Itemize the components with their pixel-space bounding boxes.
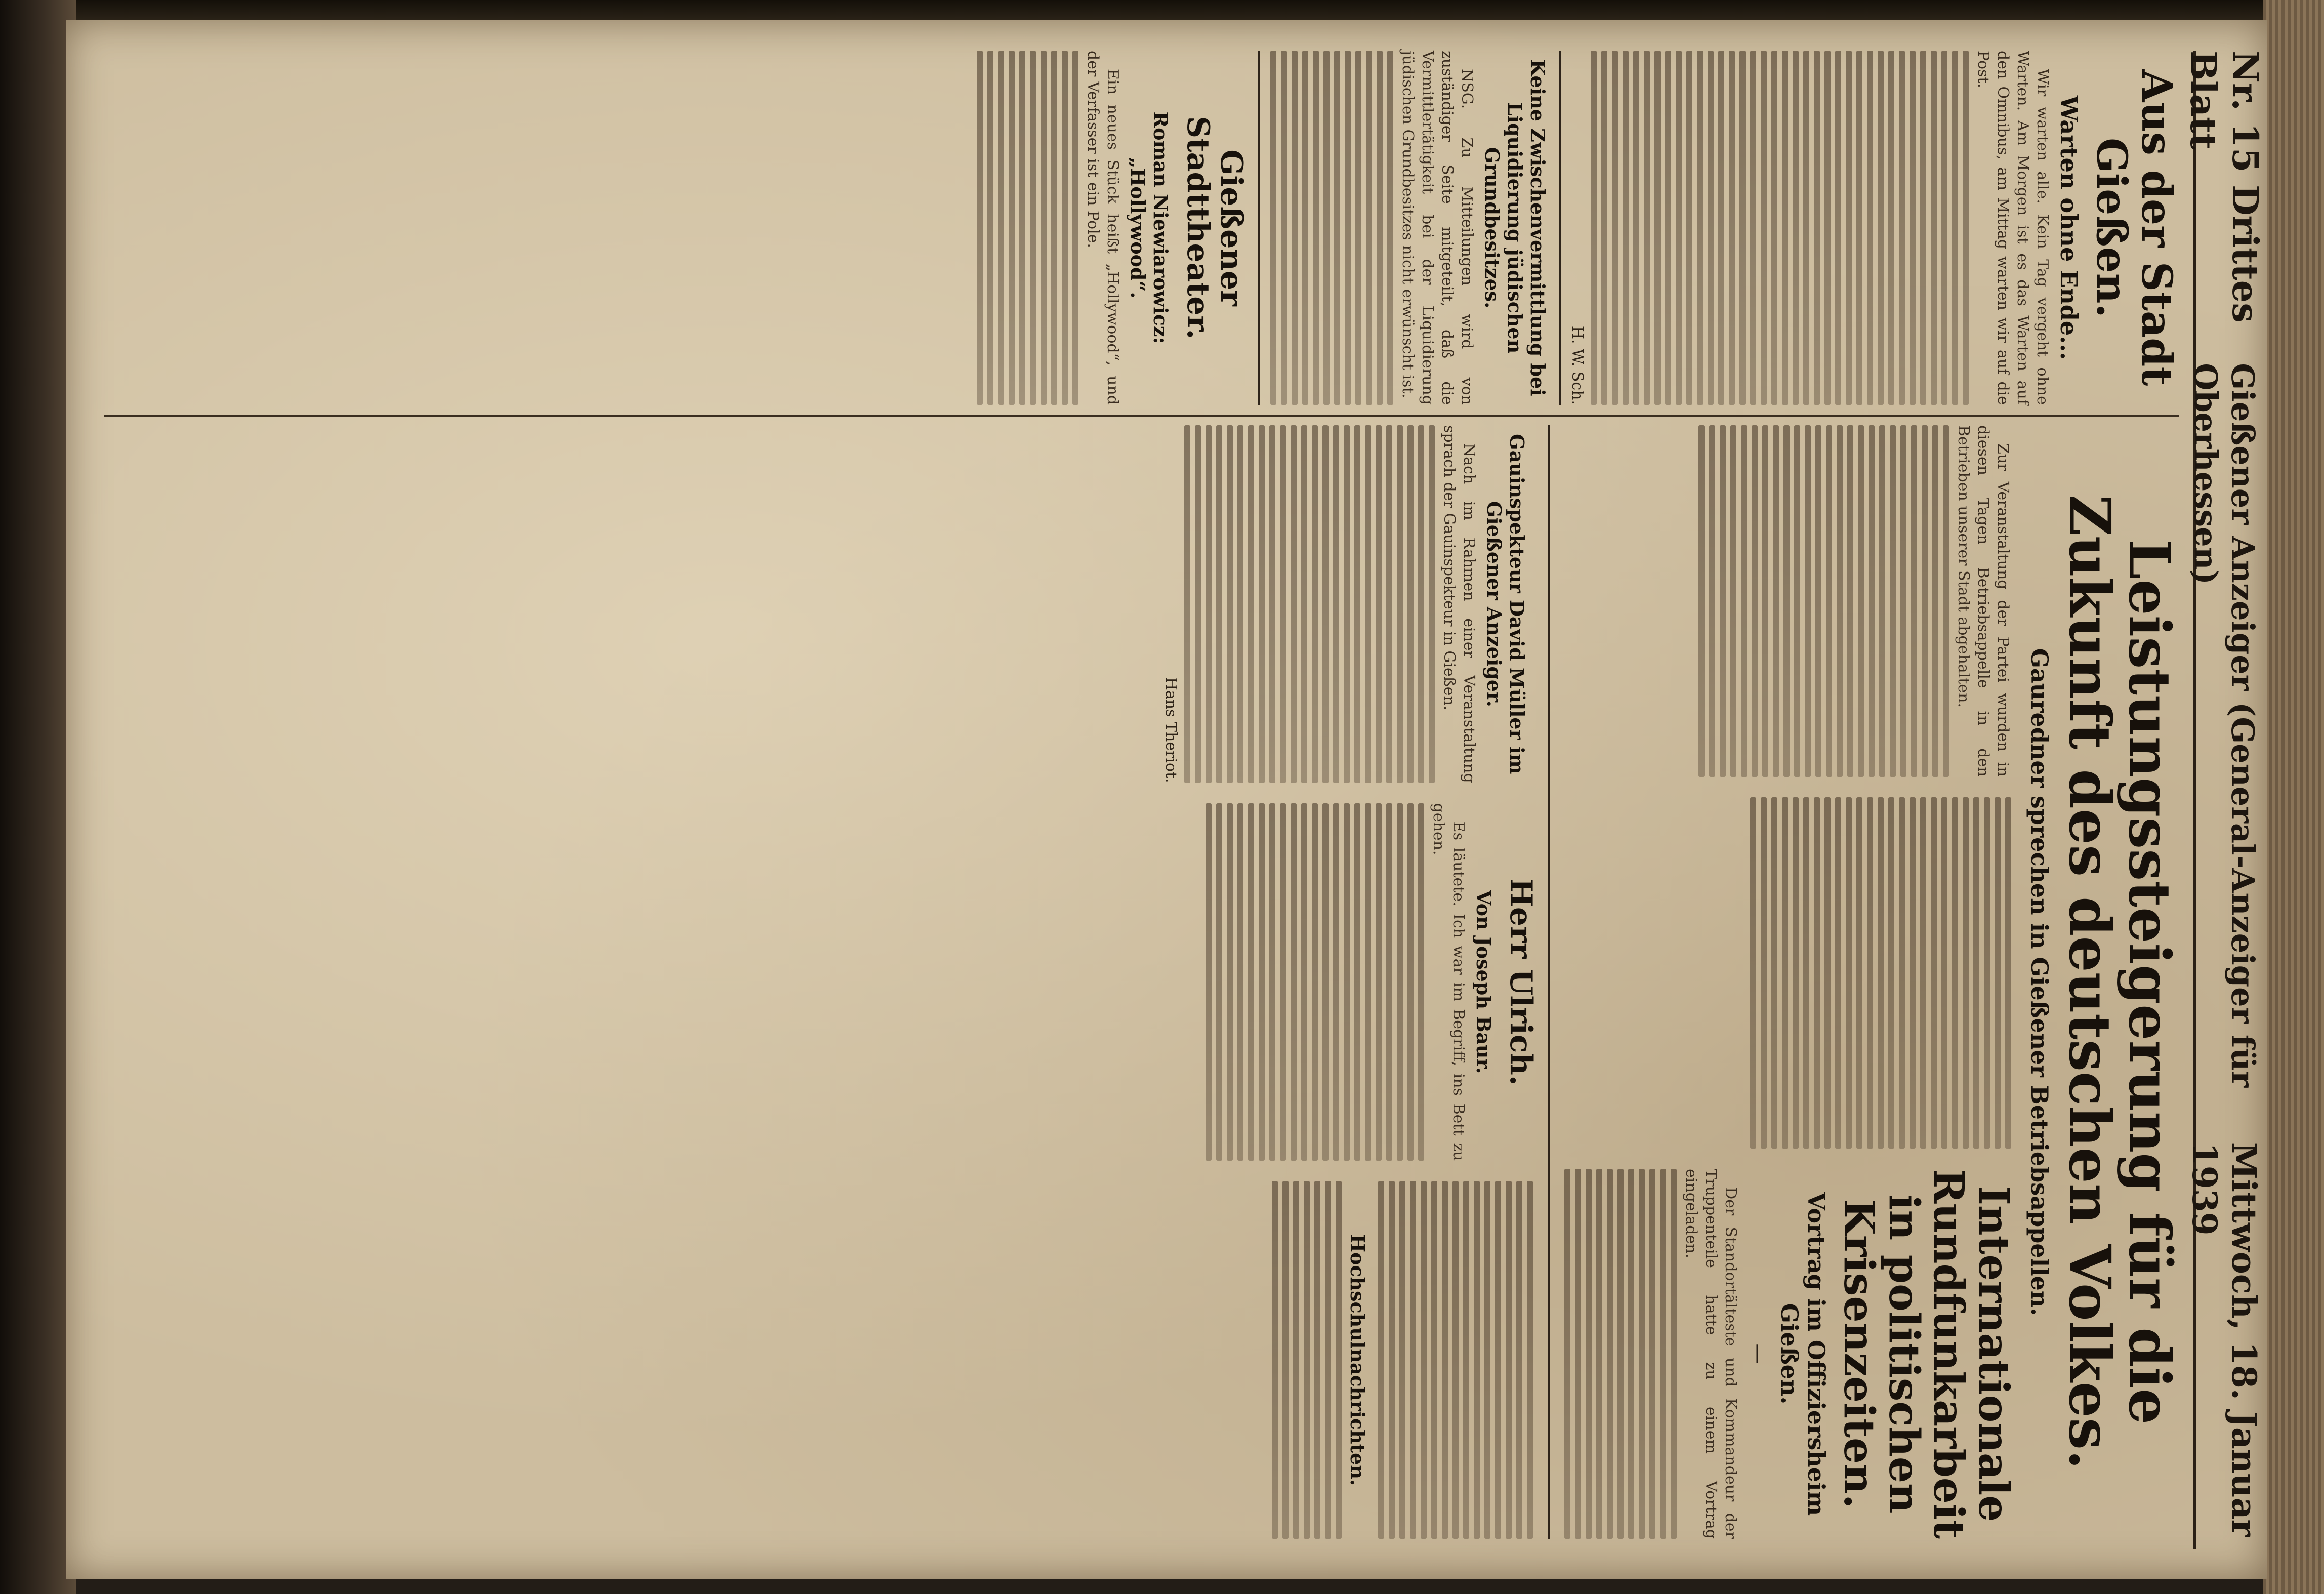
text-line: [1323, 51, 1330, 405]
text-line: [1354, 425, 1360, 783]
lower-columns: [1155, 425, 1538, 1539]
text-line: [1628, 1169, 1634, 1539]
text-line: [1649, 1169, 1655, 1539]
lead-headline: Leistungssteigerung für die Zukunft des deutschen Volkes.: [2056, 494, 2182, 1470]
text-line: [1206, 425, 1212, 783]
text-line: [1506, 1181, 1512, 1539]
text-line: [1686, 51, 1692, 405]
text-line: [1386, 803, 1392, 1161]
text-line: [1365, 425, 1371, 783]
theater-body: Ein neues Stück heißt „Hollywood“, und der Verfasser ist ein Pole.: [1084, 51, 1122, 405]
text-line: [1591, 51, 1597, 405]
radio-subhead: Vortrag im Offiziersheim Gießen.: [1775, 1192, 1830, 1516]
text-line: [1442, 1181, 1448, 1539]
city-byline: H. W. Sch.: [1568, 325, 1587, 405]
radio-headline: Internationale Rundfunkarbeit in politischen Krisenzeiten.: [1835, 1169, 2018, 1539]
column-lead: [1155, 425, 2182, 1539]
text-line: [1973, 797, 1979, 1149]
text-line: [1773, 425, 1779, 777]
text-line: [1698, 425, 1705, 777]
text-line: [1376, 425, 1382, 783]
mueller-byline: Hans Theriot.: [1161, 677, 1180, 783]
text-line: [1474, 1181, 1480, 1539]
text-line: [1407, 803, 1414, 1161]
text-line: [1623, 51, 1629, 405]
text-line: [1752, 425, 1758, 777]
text-line: [1869, 425, 1875, 777]
radio-body: Der Standortälteste und Kommandeur der Truppenteile hatte zu einem Vortrag eingeladen.: [1682, 1169, 1739, 1539]
text-line: [1418, 425, 1424, 783]
text-line: [1291, 803, 1297, 1161]
text-line: [1429, 425, 1435, 783]
text-line: [1281, 51, 1287, 405]
text-line: [1984, 797, 1990, 1149]
text-line: [1377, 51, 1383, 405]
text-line: [1720, 425, 1726, 777]
text-line: [1931, 797, 1937, 1149]
text-line: [1269, 425, 1275, 783]
text-line: [1676, 51, 1682, 405]
text-line: [1564, 1169, 1570, 1539]
text-line: [1846, 797, 1852, 1149]
masthead: [2182, 51, 2266, 1549]
text-line: [1617, 1169, 1624, 1539]
text-line: [1761, 797, 1767, 1149]
text-line: [1633, 51, 1639, 405]
city-headline: Aus der Stadt Gießen.: [2087, 69, 2181, 386]
text-line: [1216, 803, 1222, 1161]
text-line: [1030, 51, 1036, 405]
newspaper-page: [66, 20, 2267, 1579]
text-line: [1794, 425, 1800, 777]
text-line: [1910, 797, 1916, 1149]
text-line: [1805, 425, 1811, 777]
text-line: [1824, 797, 1831, 1149]
text-line: [1639, 1169, 1645, 1539]
text-line: [1195, 425, 1201, 783]
text-line: [1941, 51, 1947, 405]
text-line: [1376, 803, 1382, 1161]
text-line: [1282, 1181, 1289, 1539]
text-line: [1291, 425, 1297, 783]
text-line: [1399, 1181, 1405, 1539]
text-line: [1431, 1181, 1437, 1539]
text-line: [1270, 51, 1276, 405]
text-line: [1671, 1169, 1677, 1539]
text-line: [1301, 425, 1307, 783]
text-line: [1463, 1181, 1469, 1539]
text-line: [1920, 797, 1926, 1149]
text-line: [1601, 51, 1607, 405]
text-line: [1847, 425, 1853, 777]
text-line: [1920, 51, 1926, 405]
text-line: [1237, 803, 1243, 1161]
text-line: [1272, 1181, 1278, 1539]
text-line: [1910, 51, 1916, 405]
text-line: [1389, 1181, 1395, 1539]
text-line: [1397, 425, 1403, 783]
text-line: [1835, 51, 1841, 405]
text-line: [1378, 1181, 1384, 1539]
text-line: [1292, 51, 1298, 405]
text-line: [1227, 425, 1233, 783]
page-stack-edge: [2263, 0, 2324, 1594]
text-line: [1932, 425, 1938, 777]
mueller-col: [1155, 425, 1538, 783]
text-line: [1814, 51, 1820, 405]
text-line: [1248, 803, 1254, 1161]
misc-col: [1155, 1181, 1538, 1539]
text-line: [1878, 797, 1884, 1149]
text-line: [1856, 51, 1862, 405]
text-line: [1344, 425, 1350, 783]
text-line: [1302, 51, 1308, 405]
text-line: [1846, 51, 1852, 405]
issue-date: Mittwoch, 18. Januar 1939: [2185, 1142, 2264, 1537]
text-line: [1708, 51, 1714, 405]
text-line: [1782, 797, 1788, 1149]
text-line: [1184, 425, 1190, 783]
text-line: [1019, 51, 1025, 405]
text-line: [1803, 797, 1809, 1149]
text-line: [1313, 51, 1319, 405]
text-line: [1280, 803, 1286, 1161]
theater-subhead: Roman Niewiarowicz: „Hollywood“.: [1127, 111, 1173, 344]
text-line: [1718, 51, 1724, 405]
column-city: [972, 51, 2179, 405]
text-line: [1259, 425, 1265, 783]
text-line: [1484, 1181, 1490, 1539]
text-line: [1365, 803, 1371, 1161]
text-line: [1334, 51, 1340, 405]
text-line: [1899, 51, 1905, 405]
text-line: [1730, 425, 1736, 777]
text-line: [1750, 797, 1756, 1149]
text-line: [1051, 51, 1057, 405]
text-line: [1793, 51, 1799, 405]
text-line: [1333, 803, 1339, 1161]
text-line: [1575, 1169, 1581, 1539]
liquidation-headline: Keine Zwischenvermittlung bei Liquidierung jüdischen Grundbesitzes.: [1481, 59, 1550, 396]
text-line: [1750, 51, 1756, 405]
text-line: [998, 51, 1004, 405]
lead-col-b: [1560, 797, 2016, 1149]
text-line: [977, 51, 983, 405]
text-line: [1386, 425, 1392, 783]
text-line: [1407, 425, 1414, 783]
text-line: [987, 51, 993, 405]
text-line: [1837, 425, 1843, 777]
text-line: [1943, 425, 1949, 777]
text-line: [1995, 797, 2001, 1149]
text-line: [1922, 425, 1928, 777]
text-line: [1782, 51, 1788, 405]
text-line: [1216, 425, 1222, 783]
lead-body: Zur Veranstaltung der Partei wurden in diesen Tagen Betriebsappelle in den Betrieben unserer Stadt abgehalten.: [1954, 425, 2012, 777]
text-line: [1397, 803, 1403, 1161]
mueller-body: Nach im Rahmen einer Veranstaltung sprach der Gauinspekteur in Gießen.: [1440, 425, 1478, 783]
text-line: [1418, 803, 1424, 1161]
text-line: [1293, 1181, 1299, 1539]
text-line: [1824, 51, 1831, 405]
text-line: [1237, 425, 1243, 783]
text-line: [1963, 797, 1969, 1149]
text-line: [1009, 51, 1015, 405]
text-line: [1739, 51, 1746, 405]
text-line: [1761, 51, 1767, 405]
text-line: [1062, 51, 1068, 405]
text-line: [1814, 797, 1820, 1149]
lead-col-c: [1560, 1169, 2016, 1539]
text-line: [1259, 803, 1265, 1161]
text-line: [1596, 1169, 1602, 1539]
text-line: [1206, 803, 1212, 1161]
text-line: [1612, 51, 1618, 405]
text-line: [1900, 425, 1906, 777]
lead-subhead: Gauredner sprechen in Gießener Betriebsappellen.: [2025, 648, 2053, 1316]
city-subhead: Warten ohne Ende...: [2055, 95, 2083, 360]
text-line: [1890, 425, 1896, 777]
text-line: [1248, 425, 1254, 783]
text-line: [1762, 425, 1768, 777]
text-line: [2005, 797, 2011, 1149]
paper-name: Gießener Anzeiger (General-Anzeiger für Oberhessen): [2187, 363, 2261, 1088]
text-line: [1227, 803, 1233, 1161]
mueller-headline: Gauinspekteur David Müller im Gießener Anzeiger.: [1482, 434, 1528, 774]
text-line: [1697, 51, 1703, 405]
text-line: [1941, 797, 1947, 1149]
text-line: [1333, 425, 1339, 783]
text-line: [1879, 425, 1885, 777]
book-binding: [0, 0, 76, 1594]
text-line: [1741, 425, 1747, 777]
text-line: [1345, 51, 1351, 405]
text-line: [1803, 51, 1809, 405]
section-rule: [1548, 425, 1550, 1539]
text-line: [1336, 1181, 1342, 1539]
text-line: [1793, 797, 1799, 1149]
text-line: [1858, 425, 1864, 777]
text-line: [1665, 51, 1671, 405]
text-line: [1660, 1169, 1666, 1539]
text-line: [1452, 1181, 1459, 1539]
text-line: [1952, 797, 1958, 1149]
text-line: [1312, 803, 1318, 1161]
story-author: Von Joseph Baur.: [1472, 890, 1495, 1074]
issue-label: Nr. 15 Drittes Blatt: [2182, 51, 2266, 323]
text-line: [1586, 1169, 1592, 1539]
text-line: [1301, 803, 1307, 1161]
separator-dash: —: [1746, 1343, 1770, 1364]
text-line: [1771, 797, 1777, 1149]
text-line: [1815, 425, 1821, 777]
text-line: [1931, 51, 1937, 405]
column-rule: [104, 415, 2179, 417]
section-rule: [1559, 51, 1561, 405]
story-headline: Herr Ulrich.: [1503, 878, 1539, 1086]
text-line: [1899, 797, 1905, 1149]
text-line: [1041, 51, 1047, 405]
text-line: [1354, 803, 1360, 1161]
story-col: [1155, 803, 1538, 1161]
text-line: [1304, 1181, 1310, 1539]
text-line: [1783, 425, 1790, 777]
text-line: [1527, 1181, 1533, 1539]
text-line: [1856, 797, 1862, 1149]
lead-columns: [1560, 425, 2016, 1539]
text-line: [1607, 1169, 1613, 1539]
text-line: [1421, 1181, 1427, 1539]
text-line: [1410, 1181, 1416, 1539]
text-line: [1963, 51, 1969, 405]
text-line: [1387, 51, 1393, 405]
text-line: [1888, 51, 1894, 405]
text-line: [1312, 425, 1318, 783]
text-line: [1835, 797, 1841, 1149]
bottom-headline: Hochschulnachrichten.: [1346, 1234, 1369, 1486]
section-rule: [1258, 51, 1260, 405]
text-line: [1826, 425, 1832, 777]
text-line: [1867, 51, 1873, 405]
lead-col-a: [1560, 425, 2016, 777]
text-line: [1516, 1181, 1522, 1539]
city-body: Wir warten alle. Kein Tag vergeht ohne Warten. Am Morgen ist es das Warten auf den Omnibus, am Mittag warten wir auf die Post.: [1974, 51, 2052, 405]
text-line: [1322, 425, 1329, 783]
text-line: [1654, 51, 1661, 405]
text-line: [1495, 1181, 1501, 1539]
text-line: [1867, 797, 1873, 1149]
text-line: [1952, 51, 1958, 405]
rotated-page-content: [66, 20, 2267, 1579]
text-line: [1322, 803, 1329, 1161]
liquidation-body: NSG. Zu Mitteilungen wird von zuständiger Seite mitgeteilt, daß die Vermittlertätigkeit bei der Liquidierung jüdischen Grundbesitzes nicht erwünscht ist.: [1399, 51, 1476, 405]
story-body: Es läutete. Ich war im Begriff, ins Bett zu gehen.: [1429, 803, 1467, 1161]
text-line: [1325, 1181, 1331, 1539]
text-line: [1314, 1181, 1320, 1539]
text-line: [1072, 51, 1078, 405]
text-line: [1878, 51, 1884, 405]
text-line: [1644, 51, 1650, 405]
text-line: [1366, 51, 1372, 405]
text-line: [1709, 425, 1715, 777]
text-line: [1344, 803, 1350, 1161]
text-line: [1888, 797, 1894, 1149]
text-line: [1771, 51, 1777, 405]
text-line: [1280, 425, 1286, 783]
text-line: [1269, 803, 1275, 1161]
text-line: [1911, 425, 1917, 777]
theater-headline: Gießener Stadttheater.: [1180, 116, 1250, 340]
text-line: [1355, 51, 1361, 405]
text-line: [1729, 51, 1735, 405]
